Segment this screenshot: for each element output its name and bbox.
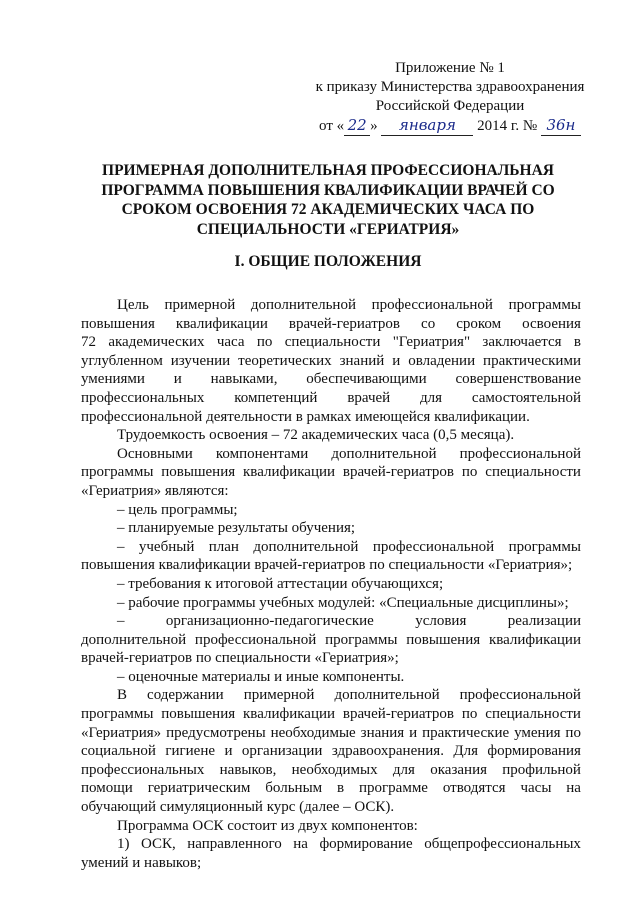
- body-text: [81, 296, 581, 872]
- body-line: – оценочные материалы и иные компоненты.: [117, 668, 405, 685]
- body-line: Трудоемкость освоения – 72 академических часа (0,5 месяца).: [117, 427, 515, 444]
- order-year: 2014 г. №: [477, 118, 538, 134]
- body-line: Цель примерной дополнительной профессиональной программы: [117, 297, 581, 313]
- appendix-header: [300, 59, 600, 136]
- body-line: программы повышения квалификации врачей-гериатров по специальности: [81, 706, 581, 723]
- body-line: углубленном изучении теоретических знаний и овладении практическими: [81, 352, 581, 369]
- handwritten-day: 22: [344, 116, 370, 136]
- body-line: помощи гериатрическим больным в программе отводятся часы на: [81, 780, 581, 797]
- title-line-4: СПЕЦИАЛЬНОСТИ «ГЕРИАТРИЯ»: [196, 220, 460, 238]
- section-heading: I. ОБЩИЕ ПОЛОЖЕНИЯ: [234, 253, 422, 270]
- body-line: – рабочие программы учебных модулей: «Специальные дисциплины»;: [117, 594, 569, 611]
- body-line: обучающий симуляционный курс (далее – ОСК).: [81, 799, 395, 816]
- body-line: Основными компонентами дополнительной профессиональной: [117, 445, 581, 462]
- handwritten-month: января: [381, 116, 473, 136]
- body-line: В содержании примерной дополнительной профессиональной: [117, 687, 581, 704]
- appendix-line-1: Приложение № 1: [395, 60, 505, 76]
- body-line: повышения квалификации врачей-гериатров по специальности «Гериатрия»;: [81, 557, 573, 574]
- date-prefix: от «: [319, 118, 345, 134]
- body-line: – организационно-педагогические условия реализации: [117, 613, 581, 630]
- order-date-line: [300, 116, 600, 136]
- title-line-2: ПРОГРАММА ПОВЫШЕНИЯ КВАЛИФИКАЦИИ ВРАЧЕЙ СО: [101, 181, 555, 199]
- body-line: профессиональных навыков, необходимых для оказания профильной: [81, 761, 581, 778]
- body-line: 1) ОСК, направленного на формирование общепрофессиональных: [117, 836, 581, 853]
- date-quote-close: »: [370, 118, 378, 134]
- body-line: «Гериатрия» предусмотрены необходимые знания и практические умения по: [81, 724, 581, 741]
- body-line: – планируемые результаты обучения;: [117, 520, 356, 537]
- appendix-line-3: Российской Федерации: [375, 98, 525, 114]
- handwritten-order-number: 36н: [541, 116, 581, 136]
- body-line: программы повышения квалификации врачей-гериатров по специальности: [81, 464, 581, 481]
- body-line: врачей-гериатров по специальности «Гериатрия»;: [81, 650, 399, 667]
- appendix-line-2: к приказу Министерства здравоохранения: [315, 79, 585, 95]
- body-line: Программа ОСК состоит из двух компонентов:: [117, 817, 418, 834]
- body-line: социальной гигиене и организации здравоохранения. Для формирования: [81, 743, 581, 760]
- body-line: профессиональных компетенций врачей для самостоятельной: [81, 389, 581, 406]
- body-line: профессиональной деятельности в рамках имеющейся квалификации.: [81, 408, 530, 425]
- body-line: – цель программы;: [117, 501, 238, 518]
- body-line: умений и навыков;: [81, 854, 202, 871]
- body-line: «Гериатрия» являются:: [81, 482, 229, 499]
- body-line: повышения квалификации врачей-гериатров со сроком освоения: [81, 315, 581, 332]
- body-line: 72 академических часа по специальности "Гериатрия" заключается в: [81, 334, 581, 351]
- body-line: умениями и навыками, обеспечивающими совершенствование: [81, 371, 581, 388]
- body-line: – учебный план дополнительной профессиональной программы: [117, 538, 581, 555]
- document-title: [86, 161, 570, 239]
- body-line: – требования к итоговой аттестации обучающихся;: [117, 575, 444, 592]
- title-line-3: СРОКОМ ОСВОЕНИЯ 72 АКАДЕМИЧЕСКИХ ЧАСА ПО: [121, 201, 535, 218]
- title-line-1: ПРИМЕРНАЯ ДОПОЛНИТЕЛЬНАЯ ПРОФЕССИОНАЛЬНАЯ: [102, 162, 554, 179]
- body-line: дополнительной профессиональной программы повышения квалификации: [81, 631, 581, 648]
